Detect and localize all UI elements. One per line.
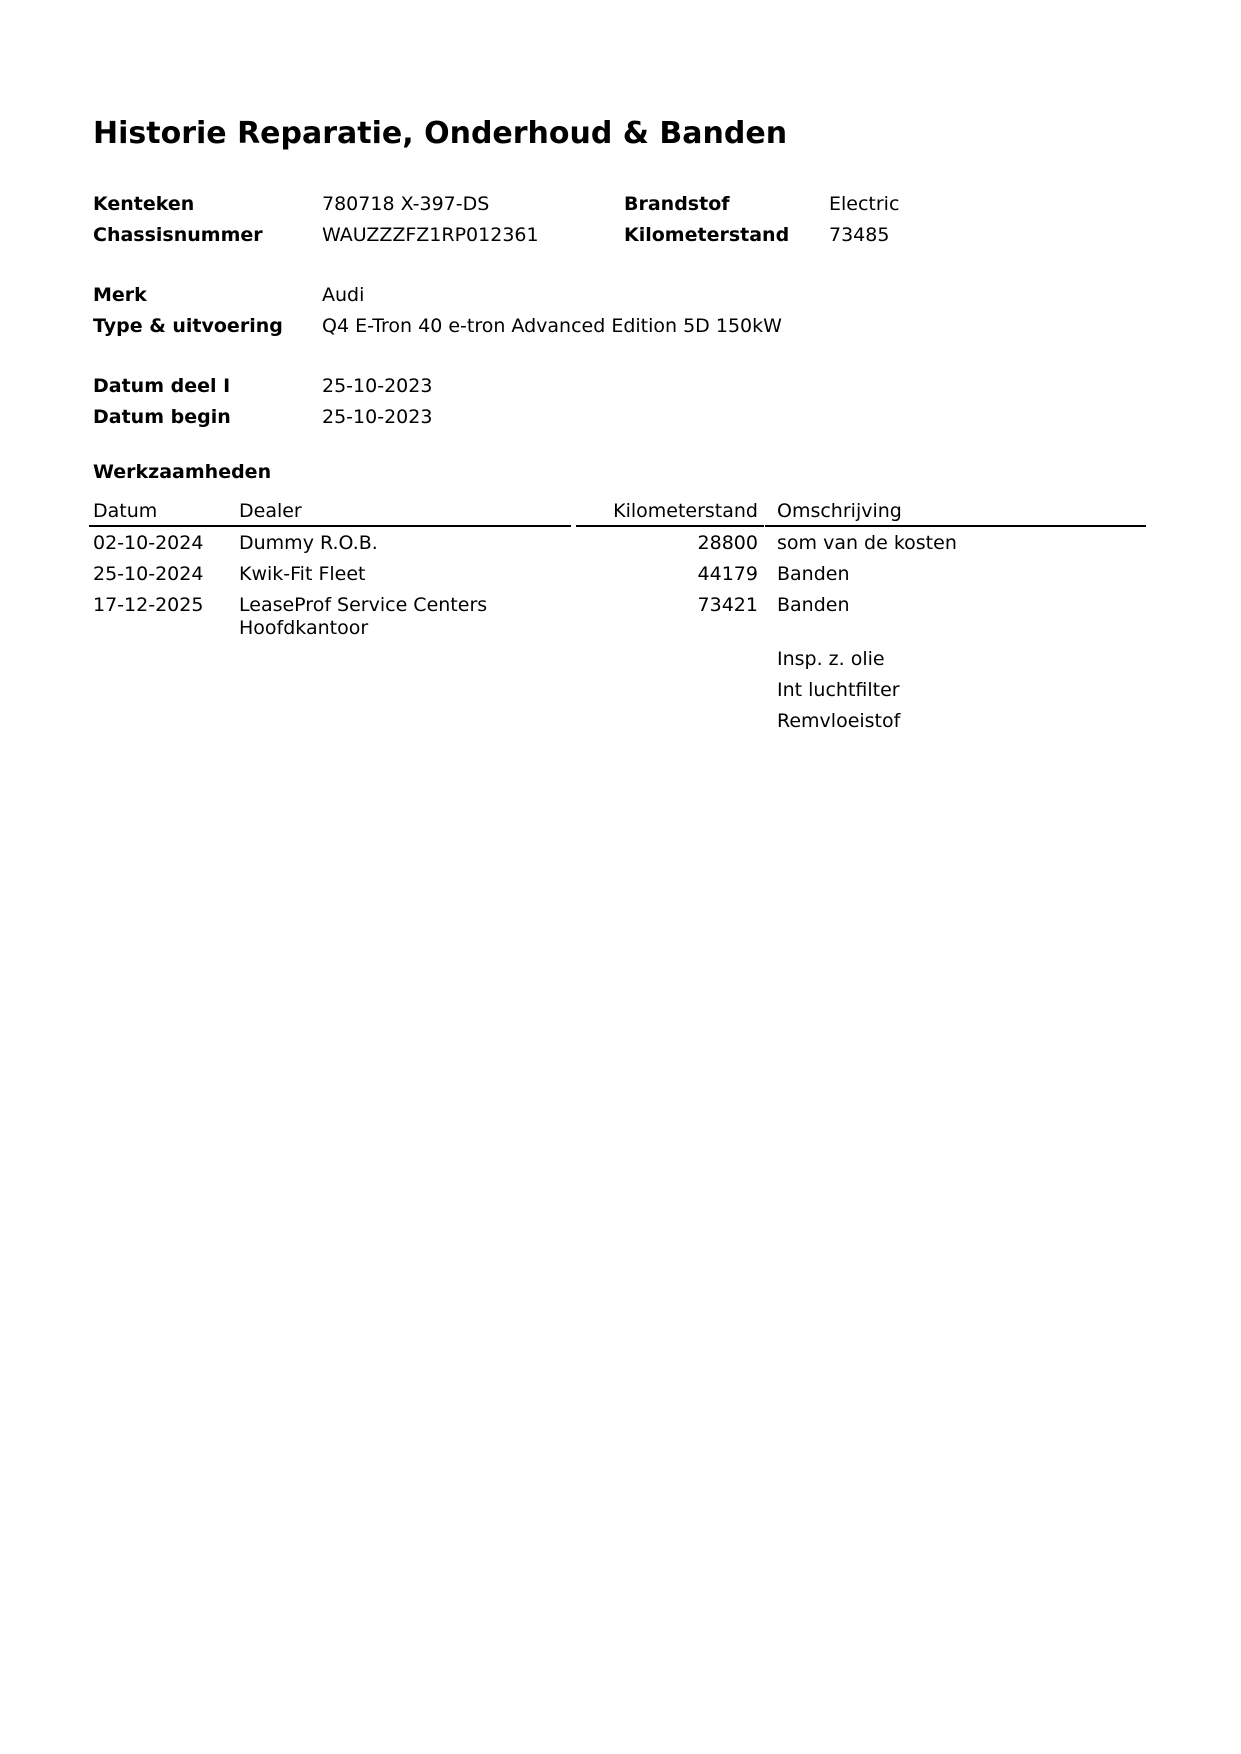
cell-dealer: LeaseProf Service Centers Hoofdkantoor (239, 594, 488, 639)
cell-omschrijving: Banden (777, 594, 850, 616)
cell-kilometerstand: 73421 (697, 594, 758, 616)
brandstof-label: Brandstof (624, 193, 730, 215)
cell-omschrijving: som van de kosten (777, 532, 957, 554)
cell-kilometerstand: 28800 (697, 532, 758, 554)
type-label: Type & uitvoering (93, 315, 283, 337)
cell-omschrijving: Banden (777, 563, 850, 585)
kenteken-label: Kenteken (93, 193, 195, 215)
cell-dealer: Dummy R.O.B. (239, 532, 378, 554)
datum-begin-label: Datum begin (93, 406, 231, 428)
extra-omschrijving-item: Int luchtfilter (777, 679, 900, 701)
extra-omschrijving-item: Insp. z. olie (777, 648, 885, 670)
cell-datum: 02-10-2024 (93, 532, 204, 554)
header-kilometerstand: Kilometerstand (613, 500, 758, 522)
kilometerstand-label: Kilometerstand (624, 224, 790, 246)
header-divider (89, 525, 571, 527)
header-datum: Datum (93, 500, 158, 522)
chassis-label: Chassisnummer (93, 224, 263, 246)
header-divider (576, 525, 764, 527)
werkzaamheden-title: Werkzaamheden (93, 461, 272, 483)
page-title: Historie Reparatie, Onderhoud & Banden (93, 116, 788, 151)
merk-label: Merk (93, 284, 147, 306)
extra-omschrijving-item: Remvloeistof (777, 710, 901, 732)
header-omschrijving: Omschrijving (777, 500, 902, 522)
cell-dealer: Kwik-Fit Fleet (239, 563, 366, 585)
type-value: Q4 E-Tron 40 e-tron Advanced Edition 5D 150kW (322, 315, 782, 337)
datum-deel-value: 25-10-2023 (322, 375, 433, 397)
merk-value: Audi (322, 284, 365, 306)
header-dealer: Dealer (239, 500, 302, 522)
header-divider (765, 525, 1146, 527)
chassis-value: WAUZZZFZ1RP012361 (322, 224, 539, 246)
kenteken-value: 780718 X-397-DS (322, 193, 490, 215)
brandstof-value: Electric (829, 193, 900, 215)
datum-deel-label: Datum deel I (93, 375, 231, 397)
cell-datum: 17-12-2025 (93, 594, 204, 616)
datum-begin-value: 25-10-2023 (322, 406, 433, 428)
cell-kilometerstand: 44179 (697, 563, 758, 585)
kilometerstand-value: 73485 (829, 224, 890, 246)
cell-datum: 25-10-2024 (93, 563, 204, 585)
